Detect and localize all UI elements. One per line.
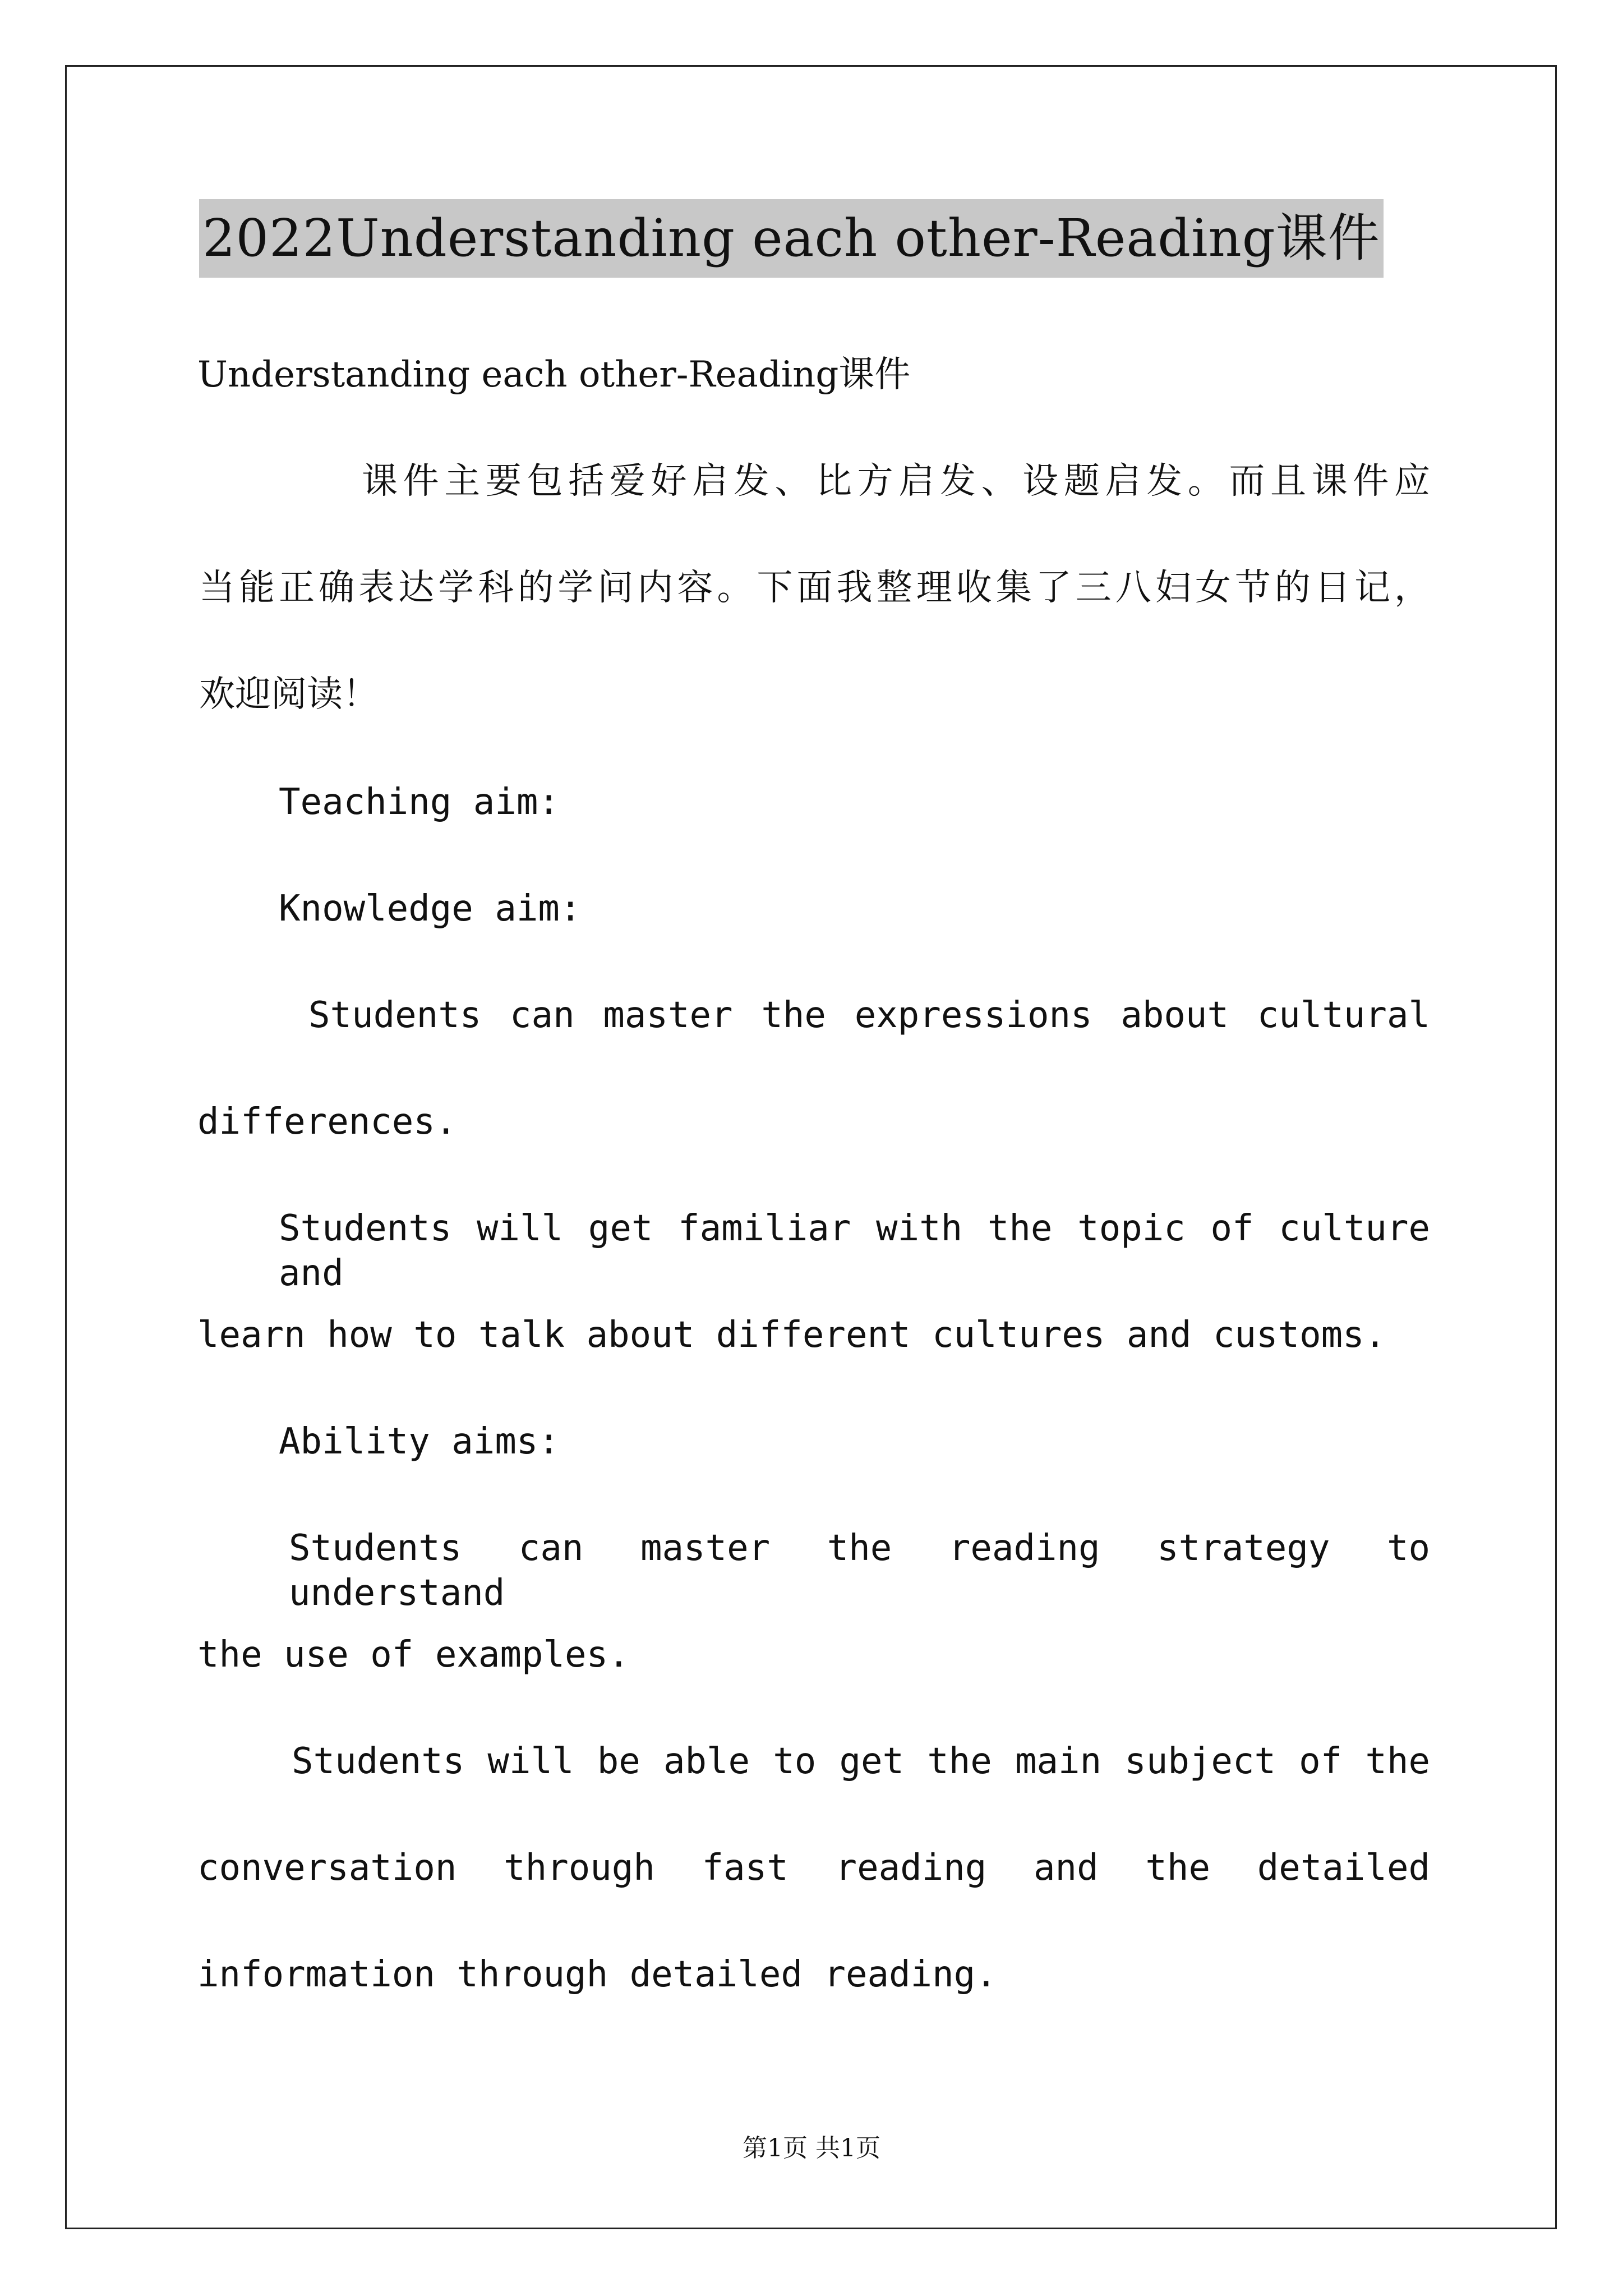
intro-line-1: 课件主要包括爱好启发、比方启发、设题启发。而且课件应 [362,461,1430,502]
ability-aims-heading: Ability aims: [279,1421,560,1462]
knowledge-1-line-2: differences. [197,1101,457,1143]
knowledge-2-line-1: Students will get familiar with the topic of culture and [279,1208,1430,1294]
ability-2-line-2: conversation through fast reading and the detailed [197,1847,1430,1889]
ability-2-line-3: information through detailed reading. [197,1954,997,1995]
ability-2-line-1: Students will be able to get the main subject of the [292,1741,1430,1782]
page-footer: 第1页 共1页 [743,2134,880,2162]
intro-line-2: 当能正确表达学科的学问内容。下面我整理收集了三八妇女节的日记， [199,567,1430,609]
teaching-aim-heading: Teaching aim: [279,781,560,823]
subtitle: Understanding each other-Reading课件 [197,354,911,395]
knowledge-1-line-1: Students can master the expressions about cultural [308,995,1430,1036]
ability-1-line-1: Students can master the reading strategy to understand [289,1527,1430,1614]
document-title: 2022Understanding each other-Reading课件 [199,199,1384,278]
ability-1-line-2: the use of examples. [197,1634,630,1676]
intro-line-3: 欢迎阅读！ [199,674,379,715]
knowledge-aim-heading: Knowledge aim: [279,888,582,930]
knowledge-2-line-2: learn how to talk about different cultures and customs. [197,1314,1386,1356]
